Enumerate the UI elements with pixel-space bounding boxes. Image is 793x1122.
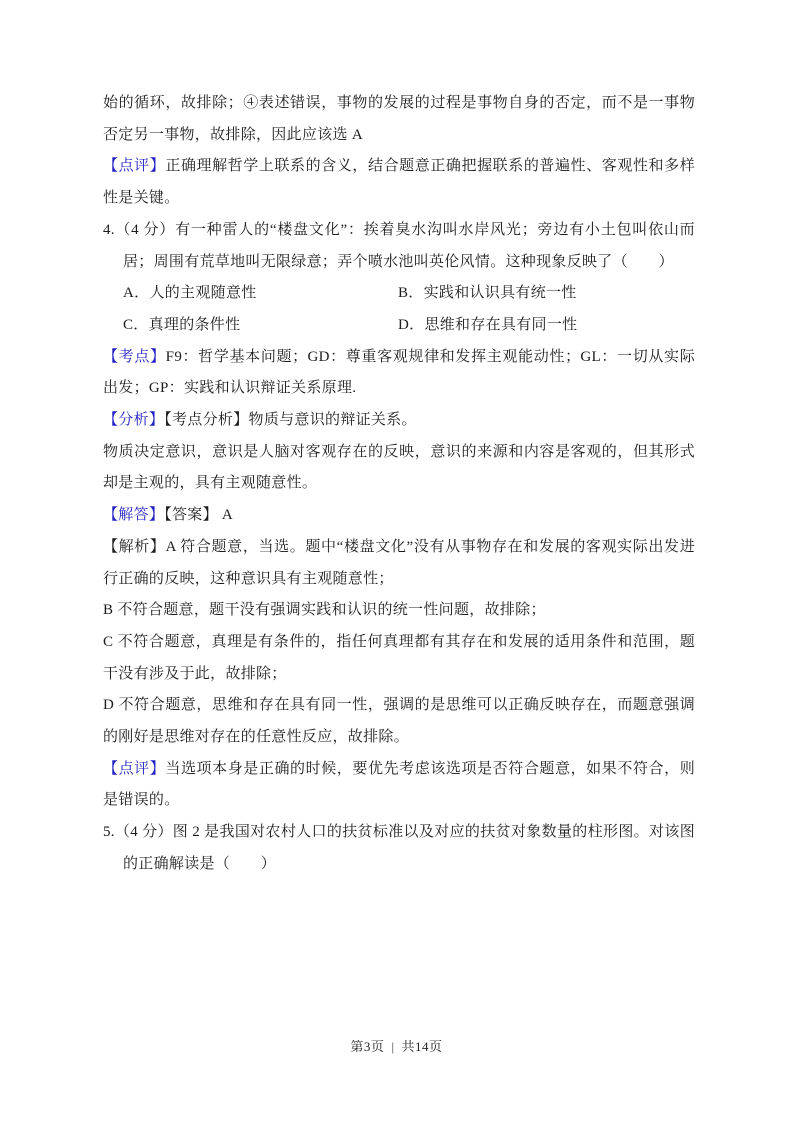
q4-fenxi-body: 物质决定意识，意识是人脑对客观存在的反映，意识的来源和内容是客观的，但其形式却是主观的，具有主观随意性。	[103, 443, 695, 492]
question-4-number: 4.	[103, 221, 115, 238]
page-content	[103, 88, 695, 881]
page-number-total: 共14页	[401, 1039, 443, 1054]
q4-fenxi-paragraph	[103, 405, 695, 437]
fenxi-tag: 【分析】	[103, 412, 165, 429]
option-a-text: 人的主观随意性	[149, 285, 257, 302]
option-d-text: 思维和存在具有同一性	[424, 316, 578, 333]
q4-jiexi-option-c: C 不符合题意，真理是有条件的，指任何真理都有其存在和发展的适用条件和范围，题干没有涉及于此，故排除；	[103, 633, 695, 682]
q3-answer-continuation: 始的循环，故排除；④表述错误，事物的发展的过程是事物自身的否定，而不是一事物否定另一事物，故排除，因此应该选 A	[103, 95, 695, 143]
question-5-stem: （4 分）图 2 是我国对农村人口的扶贫标准以及对应的扶贫对象数量的柱形图。对该图的正确解读是（ ）	[114, 824, 695, 872]
jiexi-tag: 【解析】	[103, 538, 166, 555]
dianping-text: 当选项本身是正确的时候，要优先考虑该选项是否符合题意，如果不符合，则是错误的。	[103, 760, 695, 809]
option-b	[398, 278, 695, 310]
option-c	[123, 310, 398, 342]
q3-review-paragraph	[103, 151, 695, 214]
option-c-label: C．	[123, 316, 149, 333]
review-text: 正确理解哲学上联系的含义，结合题意正确把握联系的普遍性、客观性和多样性是关键。	[103, 158, 695, 207]
review-tag: 【点评】	[103, 158, 166, 175]
option-a-label: A．	[123, 285, 150, 302]
page-number-current: 第3页	[350, 1039, 385, 1054]
question-4-item	[103, 215, 695, 278]
answer-value: A	[221, 507, 234, 524]
option-b-label: B．	[398, 285, 424, 302]
option-a	[123, 278, 398, 310]
q4-jieda-paragraph	[103, 500, 695, 532]
fenxi-text: 物质与意识的辩证关系。	[248, 412, 417, 429]
kaodian-text: F9：哲学基本问题；GD：尊重客观规律和发挥主观能动性；GL：一切从实际出发；GP：实践和认识辩证关系原理.	[103, 348, 695, 397]
option-c-text: 真理的条件性	[148, 316, 241, 333]
question-4-stem: （4 分）有一种雷人的“楼盘文化”：挨着臭水沟叫水岸风光；旁边有小土包叫依山而居；周围有荒草地叫无限绿意；弄个喷水池叫英伦风情。这种现象反映了（ ）	[114, 221, 695, 270]
answer-tag: 【答案】	[164, 507, 218, 524]
option-d	[398, 310, 695, 342]
question-5-item	[103, 817, 695, 880]
page-footer	[0, 1036, 793, 1055]
q4-jiexi-paragraph	[103, 532, 695, 595]
q4-dianping-paragraph	[103, 754, 695, 817]
kaodian-tag: 【考点】	[103, 348, 166, 365]
dianping-tag: 【点评】	[103, 760, 166, 777]
fenxi-subtag: 【考点分析】	[164, 412, 249, 429]
q4-jiexi-option-b: B 不符合题意，题干没有强调实践和认识的统一性问题，故排除；	[103, 602, 546, 619]
question-4-options	[123, 278, 695, 341]
question-5-number: 5.	[103, 824, 115, 841]
q4-kaodian-paragraph	[103, 342, 695, 405]
option-b-text: 实践和认识具有统一性	[423, 285, 577, 302]
page-separator: |	[391, 1039, 395, 1054]
q4-jiexi-option-d: D 不符合题意，思维和存在具有同一性，强调的是思维可以正确反映存在，而题意强调的刚好是思维对存在的任意性反应，故排除。	[103, 697, 695, 746]
jieda-tag: 【解答】	[103, 507, 165, 524]
option-d-label: D．	[398, 316, 425, 333]
jiexi-text-a: A 符合题意，当选。题中“楼盘文化”没有从事物存在和发展的客观实际出发进行正确的反映，这种意识具有主观随意性；	[103, 538, 695, 587]
